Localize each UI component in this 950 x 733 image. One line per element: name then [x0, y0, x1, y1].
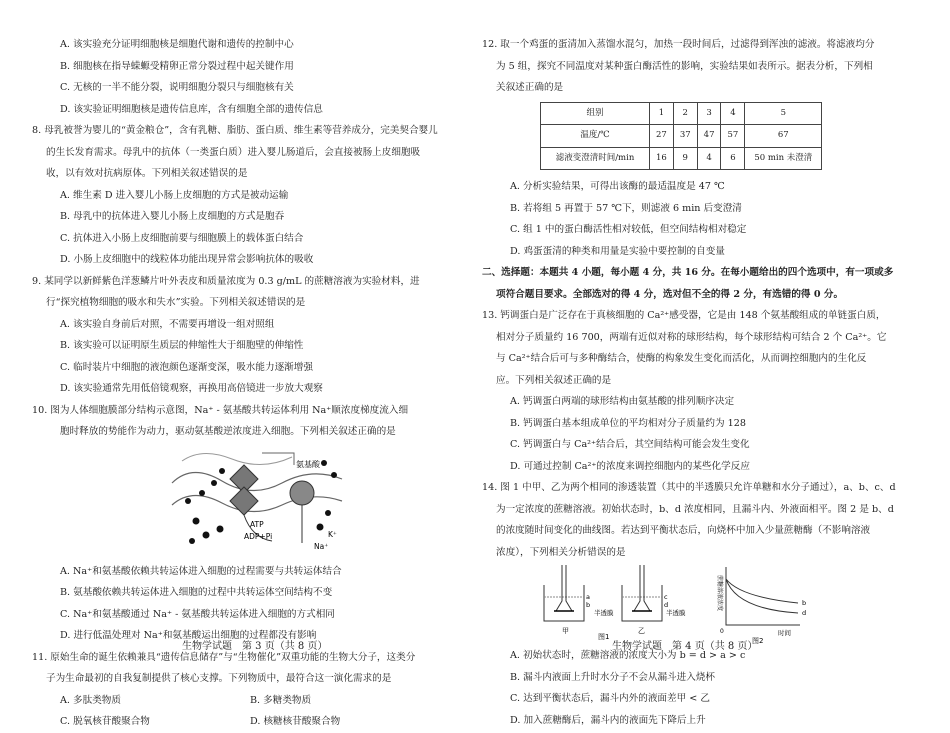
- table-cell: 16: [650, 147, 674, 170]
- table-cell: 67: [745, 125, 822, 148]
- q11-option-b: B. 多糖类物质: [250, 694, 312, 706]
- q14-stem-line: 14. 图 1 中甲、乙为两个相同的渗透装置（其中的半透膜只允许单糖和水分子通过），a、b、c、d: [482, 482, 896, 493]
- q13-stem-line: 与 Ca²⁺结合后可与多种酶结合，使酶的构象发生变化而活化，从而调控细胞内的生化反: [496, 353, 867, 364]
- q9-stem-line: 行“探究植物细胞的吸水和失水”实验。下列相关叙述错误的是: [46, 297, 306, 308]
- q12-option-d: D. 鸡蛋蛋清的种类和用量是实验中要控制的自变量: [510, 245, 725, 257]
- q7-option-d: D. 该实验证明细胞核是遗传信息库，含有细胞全部的遗传信息: [60, 103, 323, 115]
- q8-option-b: B. 母乳中的抗体进入婴儿小肠上皮细胞的方式是胞吞: [60, 211, 285, 222]
- table-cell: 6: [721, 147, 745, 170]
- table-cell: 2: [673, 102, 697, 125]
- label-fig1: 图1: [598, 633, 610, 641]
- q9-option-d: D. 该实验通常先用低倍镜观察，再换用高倍镜进一步放大观察: [60, 383, 323, 394]
- q7-option-b: B. 细胞核在指导蝾螈受精卵正常分裂过程中起关键作用: [60, 60, 294, 72]
- q8-option-d: D. 小肠上皮细胞中的线粒体功能出现异常会影响抗体的吸收: [60, 254, 314, 265]
- page-footer-right: 生物学试题 第 4 页（共 8 页）: [612, 641, 758, 652]
- q10-option-c: C. Na⁺和氨基酸通过 Na⁺ - 氨基酸共转运体进入细胞的方式相同: [60, 608, 335, 620]
- y-axis-label: 蔗糖溶液浓度: [716, 575, 723, 612]
- table-cell: 27: [650, 125, 674, 148]
- left-column: [32, 34, 442, 733]
- adp-label: ADP+Pi: [244, 531, 273, 541]
- q14-option-a: A. 初始状态时，蔗糖溶液的浓度大小为 b = d > a > c: [510, 650, 746, 661]
- label-d: d: [664, 601, 669, 609]
- q10-stem-line: 10. 图为人体细胞膜部分结构示意图，Na⁺ - 氨基酸共转运体利用 Na⁺顺浓度梯度流入细: [32, 404, 409, 416]
- q14-option-d: D. 加入蔗糖酶后，漏斗内的液面先下降后上升: [510, 714, 706, 726]
- q14-stem-line: 浓度），下列相关分析错误的是: [496, 546, 626, 558]
- q11-option-c: C. 脱氧核苷酸聚合物: [60, 716, 150, 727]
- q11-stem-line: 子为生命最初的自我复制提供了核心支撑。下列物质中，最符合这一演化需求的是: [46, 673, 392, 684]
- q10-option-d: D. 进行低温处理对 Na⁺和氨基酸运出细胞的过程都没有影响: [60, 630, 317, 641]
- q13-stem-line: 相对分子质量约 16 700，两端有近似对称的球形结构，每个球形结构可结合 2 个 Ca²⁺。它: [496, 331, 887, 343]
- table-cell: 1: [650, 102, 674, 125]
- table-row: [541, 102, 822, 125]
- label-jia: 甲: [562, 627, 569, 635]
- q9-option-c: C. 临时装片中细胞的液泡颜色逐渐变深，吸水能力逐渐增强: [60, 361, 313, 373]
- table-cell: 4: [697, 147, 721, 170]
- label-fig2: 图2: [752, 637, 764, 645]
- q8-stem-line: 的生长发育需求。母乳中的抗体（一类蛋白质）进入婴儿肠道后，会直接被肠上皮细胞吸: [46, 146, 421, 158]
- amino-acid-label: 氨基酸: [296, 459, 320, 469]
- table-cell: 47: [697, 125, 721, 148]
- right-column: [482, 34, 922, 731]
- label-yi: 乙: [638, 627, 645, 635]
- osmosis-diagram: [482, 563, 922, 645]
- table-cell: 57: [721, 125, 745, 148]
- table-cell: 3: [697, 102, 721, 125]
- membrane-diagram: [32, 443, 442, 561]
- q14-option-b: B. 漏斗内液面上升时水分子不会从漏斗进入烧杯: [510, 671, 716, 683]
- q13-stem-line: 应。下列相关叙述正确的是: [496, 374, 612, 386]
- table-cell: 4: [721, 102, 745, 125]
- label-membrane-1: 半透膜: [594, 609, 614, 617]
- q13-option-d: D. 可通过控制 Ca²⁺的浓度来调控细胞内的某些化学反应: [510, 460, 750, 472]
- q11-option-d: D. 核糖核苷酸聚合物: [250, 716, 341, 727]
- table-cell: 5: [745, 102, 822, 125]
- q9-option-a: A. 该实验自身前后对照，不需要再增设一组对照组: [60, 318, 275, 330]
- label-c: c: [664, 593, 668, 601]
- q8-option-a: A. 维生素 D 进入婴儿小肠上皮细胞的方式是被动运输: [60, 189, 289, 201]
- label-membrane-2: 半透膜: [666, 609, 686, 617]
- q7-option-a: A. 该实验充分证明细胞核是细胞代谢和遗传的控制中心: [60, 39, 294, 50]
- q14-osmosis-figure: [482, 563, 922, 645]
- q12-stem-line: 12. 取一个鸡蛋的蛋清加入蒸馏水混匀，加热一段时间后，过滤得到浑浊的滤液。将滤液均分: [482, 39, 875, 50]
- k-label: K⁺: [328, 529, 337, 539]
- table-row: [541, 147, 822, 170]
- q10-option-a: A. Na⁺和氨基酸依赖共转运体进入细胞的过程需要与共转运体结合: [60, 565, 342, 577]
- x-axis-label: 时间: [778, 629, 791, 637]
- table-cell: 9: [673, 147, 697, 170]
- q13-option-a: A. 钙调蛋白两端的球形结构由氨基酸的排列顺序决定: [510, 396, 735, 407]
- q9-stem-line: 9. 某同学以新鲜紫色洋葱鳞片叶外表皮和质量浓度为 0.3 g/mL 的蔗糖溶液为实验材料，进: [32, 275, 420, 287]
- q9-option-b: B. 该实验可以证明原生质层的伸缩性大于细胞壁的伸缩性: [60, 340, 304, 351]
- page-footer-left: 生物学试题 第 3 页（共 8 页）: [182, 641, 328, 652]
- curve-b-label: b: [802, 599, 807, 607]
- table-cell: 37: [673, 125, 697, 148]
- q12-option-c: C. 组 1 中的蛋白酶活性相对较低，但空间结构相对稳定: [510, 224, 747, 235]
- q14-stem-line: 为一定浓度的蔗糖溶液。初始状态时，b、d 浓度相同，且漏斗内、外液面相平。图 2 是 b、d: [496, 503, 894, 515]
- table-cell: 温度/℃: [541, 125, 650, 148]
- table-cell: 滤液变澄清时间/min: [541, 147, 650, 170]
- q8-stem-line: 8. 母乳被誉为婴儿的“黄金粮仓”，含有乳糖、脂肪、蛋白质、维生素等营养成分，完美契合婴儿: [32, 125, 438, 136]
- q12-result-table: [540, 102, 822, 171]
- origin-label: 0: [720, 628, 724, 635]
- q12-stem-line: 为 5 组，探究不同温度对某种蛋白酶活性的影响，实验结果如表所示。据表分析，下列相: [496, 60, 873, 72]
- q11-options-row: [32, 690, 442, 712]
- q14-stem-line: 的浓度随时间变化的曲线图。若达到平衡状态后，向烧杯中加入少量蔗糖酶（不影响溶液: [496, 525, 871, 536]
- table-cell: 组别: [541, 102, 650, 125]
- label-b: b: [586, 601, 591, 609]
- section-2-heading: 二、选择题：本题共 4 小题，每小题 4 分，共 16 分。在每小题给出的四个选项中，有一项或多: [482, 267, 894, 278]
- q12-stem-line: 关叙述正确的是: [496, 82, 564, 93]
- q13-option-c: C. 钙调蛋白与 Ca²⁺结合后，其空间结构可能会发生变化: [510, 439, 750, 450]
- q11-options-row: [32, 711, 442, 733]
- q7-option-c: C. 无核的一半不能分裂，说明细胞分裂只与细胞核有关: [60, 82, 294, 93]
- q13-option-b: B. 钙调蛋白基本组成单位的平均相对分子质量约为 128: [510, 417, 746, 429]
- q12-option-b: B. 若将组 5 再置于 57 ℃下，则滤液 6 min 后变澄清: [510, 202, 742, 214]
- q11-stem-line: 11. 原始生命的诞生依赖兼具“遗传信息储存”与“生物催化”双重功能的生物大分子，这类分: [32, 651, 416, 663]
- q10-membrane-figure: [32, 443, 442, 561]
- table-row: [541, 125, 822, 148]
- q8-option-c: C. 抗体进入小肠上皮细胞前要与细胞膜上的载体蛋白结合: [60, 232, 304, 244]
- atp-label: ATP: [250, 519, 264, 529]
- section-2-heading: 项符合题目要求。全部选对的得 4 分，选对但不全的得 2 分，有选错的得 0 分。: [496, 288, 844, 300]
- q8-stem-line: 收，以有效对抗病原体。下列相关叙述错误的是: [46, 168, 248, 179]
- label-a: a: [586, 593, 590, 601]
- na-label: Na⁺: [314, 541, 329, 551]
- curve-d-label: d: [802, 609, 807, 617]
- q11-option-a: A. 多肽类物质: [60, 694, 121, 706]
- q10-option-b: B. 氨基酸依赖共转运体进入细胞的过程中共转运体空间结构不变: [60, 587, 333, 598]
- q12-option-a: A. 分析实验结果，可得出该酶的最适温度是 47 ℃: [510, 181, 725, 192]
- q13-stem-line: 13. 钙调蛋白是广泛存在于真核细胞的 Ca²⁺感受器，它是由 148 个氨基酸组成的单链蛋白质，: [482, 310, 886, 321]
- table-cell: 50 min 未澄清: [745, 147, 822, 170]
- q14-option-c: C. 达到平衡状态后，漏斗内外的液面差甲 < 乙: [510, 693, 710, 704]
- q10-stem-line: 胞时释放的势能作为动力，驱动氨基酸逆浓度进入细胞。下列相关叙述正确的是: [60, 426, 396, 437]
